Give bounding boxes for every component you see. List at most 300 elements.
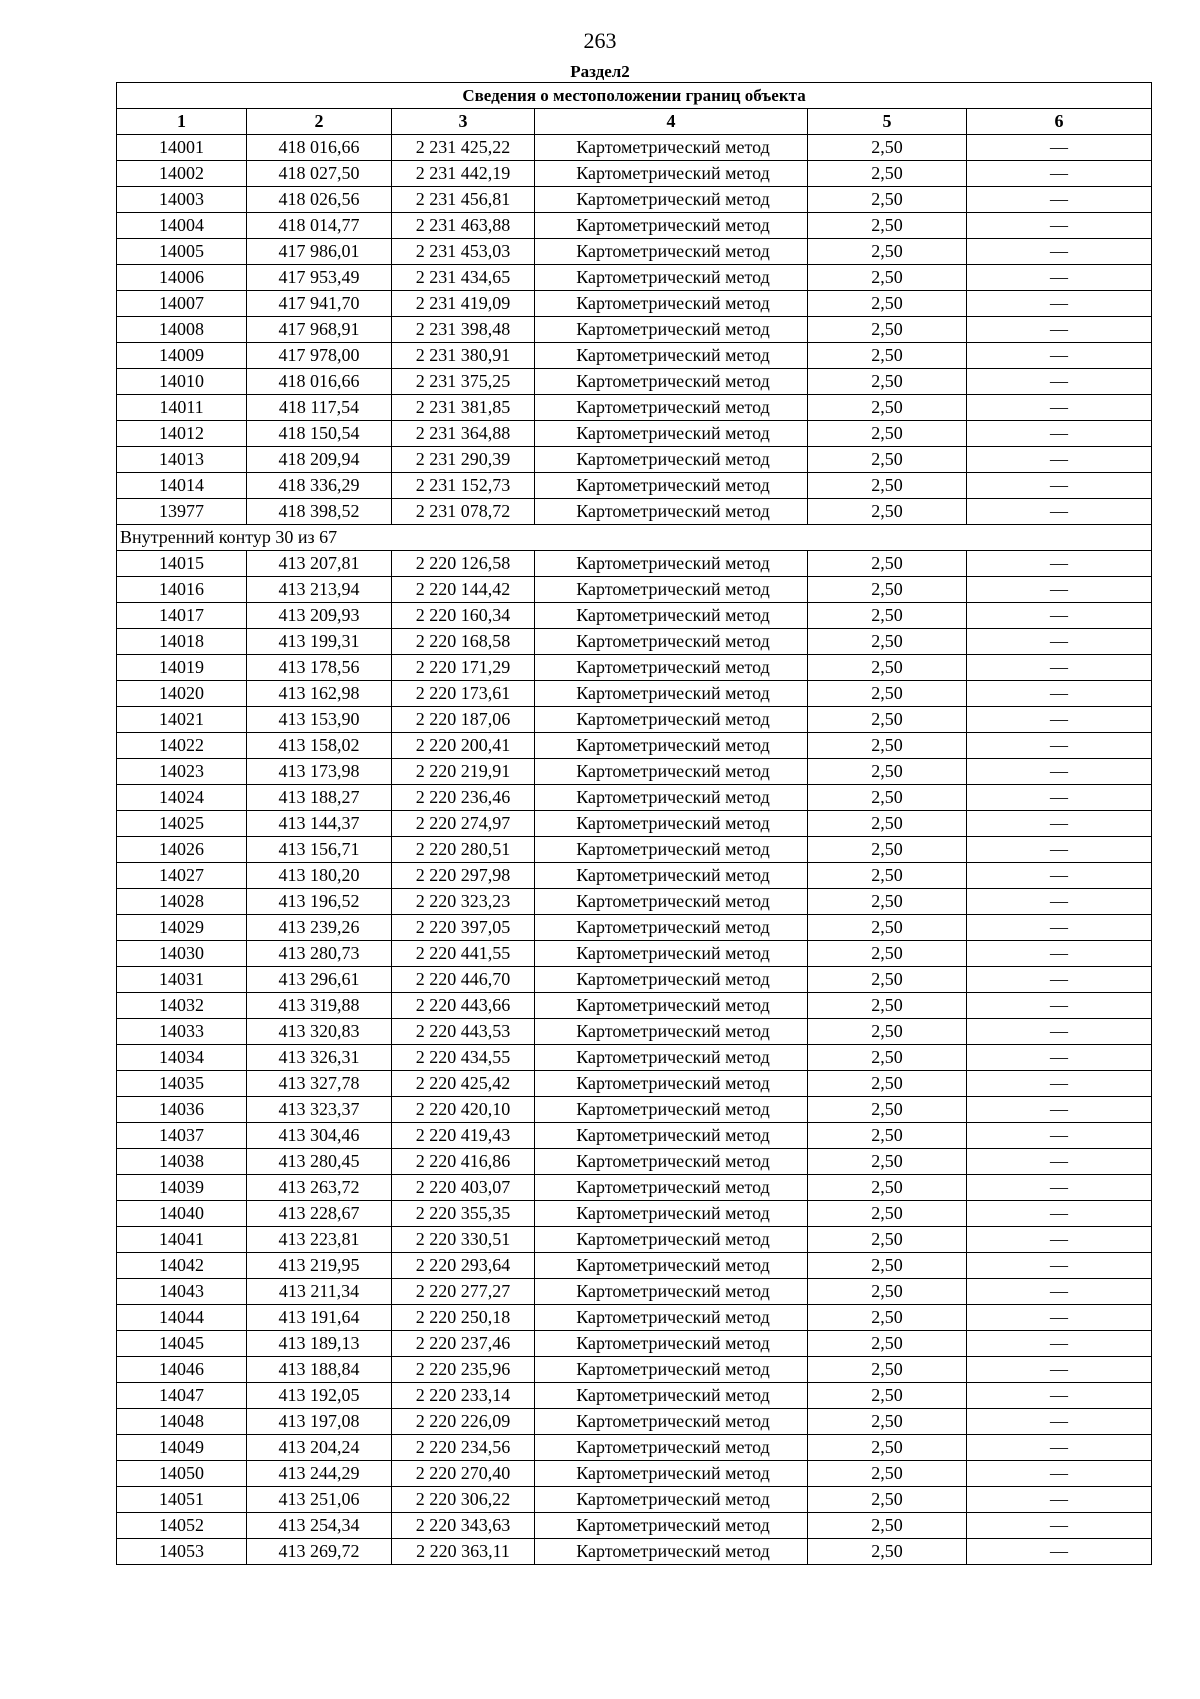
y-coordinate-cell: 2 220 226,09 bbox=[392, 1409, 535, 1435]
table-row bbox=[117, 421, 1152, 447]
point-number-cell: 14013 bbox=[117, 447, 247, 473]
description-cell: — bbox=[967, 967, 1152, 993]
method-cell: Картометрический метод bbox=[535, 395, 808, 421]
y-coordinate-cell: 2 220 236,46 bbox=[392, 785, 535, 811]
y-coordinate-cell: 2 220 297,98 bbox=[392, 863, 535, 889]
accuracy-cell: 2,50 bbox=[808, 759, 967, 785]
table-row bbox=[117, 1331, 1152, 1357]
description-cell: — bbox=[967, 837, 1152, 863]
method-cell: Картометрический метод bbox=[535, 1201, 808, 1227]
y-coordinate-cell: 2 220 403,07 bbox=[392, 1175, 535, 1201]
contour-subheader-row bbox=[117, 525, 1152, 551]
table-row bbox=[117, 1071, 1152, 1097]
description-cell: — bbox=[967, 317, 1152, 343]
x-coordinate-cell: 413 209,93 bbox=[247, 603, 392, 629]
method-cell: Картометрический метод bbox=[535, 1123, 808, 1149]
accuracy-cell: 2,50 bbox=[808, 551, 967, 577]
x-coordinate-cell: 413 191,64 bbox=[247, 1305, 392, 1331]
description-cell: — bbox=[967, 733, 1152, 759]
y-coordinate-cell: 2 220 126,58 bbox=[392, 551, 535, 577]
description-cell: — bbox=[967, 1461, 1152, 1487]
y-coordinate-cell: 2 220 355,35 bbox=[392, 1201, 535, 1227]
point-number-cell: 14026 bbox=[117, 837, 247, 863]
table-row bbox=[117, 1149, 1152, 1175]
column-number-row bbox=[117, 109, 1152, 135]
method-cell: Картометрический метод bbox=[535, 1149, 808, 1175]
y-coordinate-cell: 2 220 160,34 bbox=[392, 603, 535, 629]
accuracy-cell: 2,50 bbox=[808, 239, 967, 265]
method-cell: Картометрический метод bbox=[535, 343, 808, 369]
accuracy-cell: 2,50 bbox=[808, 837, 967, 863]
point-number-cell: 14007 bbox=[117, 291, 247, 317]
point-number-cell: 14006 bbox=[117, 265, 247, 291]
accuracy-cell: 2,50 bbox=[808, 863, 967, 889]
accuracy-cell: 2,50 bbox=[808, 915, 967, 941]
x-coordinate-cell: 413 296,61 bbox=[247, 967, 392, 993]
method-cell: Картометрический метод bbox=[535, 603, 808, 629]
point-number-cell: 14008 bbox=[117, 317, 247, 343]
point-number-cell: 14022 bbox=[117, 733, 247, 759]
table-row bbox=[117, 135, 1152, 161]
method-cell: Картометрический метод bbox=[535, 915, 808, 941]
page-number: 263 bbox=[583, 28, 617, 53]
y-coordinate-cell: 2 220 173,61 bbox=[392, 681, 535, 707]
y-coordinate-cell: 2 220 420,10 bbox=[392, 1097, 535, 1123]
y-coordinate-cell: 2 220 270,40 bbox=[392, 1461, 535, 1487]
point-number-cell: 14017 bbox=[117, 603, 247, 629]
x-coordinate-cell: 413 263,72 bbox=[247, 1175, 392, 1201]
accuracy-cell: 2,50 bbox=[808, 1019, 967, 1045]
point-number-cell: 14003 bbox=[117, 187, 247, 213]
accuracy-cell: 2,50 bbox=[808, 1383, 967, 1409]
method-cell: Картометрический метод bbox=[535, 1461, 808, 1487]
x-coordinate-cell: 418 117,54 bbox=[247, 395, 392, 421]
table-row bbox=[117, 759, 1152, 785]
description-cell: — bbox=[967, 1019, 1152, 1045]
x-coordinate-cell: 413 189,13 bbox=[247, 1331, 392, 1357]
accuracy-cell: 2,50 bbox=[808, 135, 967, 161]
point-number-cell: 14033 bbox=[117, 1019, 247, 1045]
description-cell: — bbox=[967, 1331, 1152, 1357]
method-cell: Картометрический метод bbox=[535, 499, 808, 525]
table-row bbox=[117, 941, 1152, 967]
table-row bbox=[117, 577, 1152, 603]
table-row bbox=[117, 1175, 1152, 1201]
y-coordinate-cell: 2 220 434,55 bbox=[392, 1045, 535, 1071]
point-number-cell: 14051 bbox=[117, 1487, 247, 1513]
accuracy-cell: 2,50 bbox=[808, 967, 967, 993]
x-coordinate-cell: 417 978,00 bbox=[247, 343, 392, 369]
table-row bbox=[117, 863, 1152, 889]
x-coordinate-cell: 418 336,29 bbox=[247, 473, 392, 499]
x-coordinate-cell: 418 027,50 bbox=[247, 161, 392, 187]
y-coordinate-cell: 2 220 168,58 bbox=[392, 629, 535, 655]
accuracy-cell: 2,50 bbox=[808, 655, 967, 681]
accuracy-cell: 2,50 bbox=[808, 1331, 967, 1357]
method-cell: Картометрический метод bbox=[535, 1305, 808, 1331]
accuracy-cell: 2,50 bbox=[808, 1097, 967, 1123]
x-coordinate-cell: 413 244,29 bbox=[247, 1461, 392, 1487]
description-cell: — bbox=[967, 343, 1152, 369]
accuracy-cell: 2,50 bbox=[808, 889, 967, 915]
table-row bbox=[117, 967, 1152, 993]
x-coordinate-cell: 413 156,71 bbox=[247, 837, 392, 863]
x-coordinate-cell: 413 228,67 bbox=[247, 1201, 392, 1227]
x-coordinate-cell: 417 953,49 bbox=[247, 265, 392, 291]
point-number-cell: 14018 bbox=[117, 629, 247, 655]
x-coordinate-cell: 413 188,84 bbox=[247, 1357, 392, 1383]
point-number-cell: 14024 bbox=[117, 785, 247, 811]
accuracy-cell: 2,50 bbox=[808, 577, 967, 603]
method-cell: Картометрический метод bbox=[535, 941, 808, 967]
accuracy-cell: 2,50 bbox=[808, 1409, 967, 1435]
table-row bbox=[117, 681, 1152, 707]
accuracy-cell: 2,50 bbox=[808, 993, 967, 1019]
accuracy-cell: 2,50 bbox=[808, 1461, 967, 1487]
x-coordinate-cell: 418 026,56 bbox=[247, 187, 392, 213]
x-coordinate-cell: 413 213,94 bbox=[247, 577, 392, 603]
table-row bbox=[117, 1305, 1152, 1331]
y-coordinate-cell: 2 220 425,42 bbox=[392, 1071, 535, 1097]
method-cell: Картометрический метод bbox=[535, 187, 808, 213]
point-number-cell: 14019 bbox=[117, 655, 247, 681]
method-cell: Картометрический метод bbox=[535, 967, 808, 993]
y-coordinate-cell: 2 220 144,42 bbox=[392, 577, 535, 603]
table-row bbox=[117, 187, 1152, 213]
x-coordinate-cell: 418 014,77 bbox=[247, 213, 392, 239]
method-cell: Картометрический метод bbox=[535, 1071, 808, 1097]
x-coordinate-cell: 413 144,37 bbox=[247, 811, 392, 837]
method-cell: Картометрический метод bbox=[535, 1097, 808, 1123]
x-coordinate-cell: 413 320,83 bbox=[247, 1019, 392, 1045]
table-row bbox=[117, 343, 1152, 369]
description-cell: — bbox=[967, 161, 1152, 187]
description-cell: — bbox=[967, 629, 1152, 655]
boundary-coordinates-table bbox=[116, 82, 1152, 1565]
description-cell: — bbox=[967, 681, 1152, 707]
y-coordinate-cell: 2 220 277,27 bbox=[392, 1279, 535, 1305]
accuracy-cell: 2,50 bbox=[808, 1149, 967, 1175]
point-number-cell: 14010 bbox=[117, 369, 247, 395]
x-coordinate-cell: 413 197,08 bbox=[247, 1409, 392, 1435]
accuracy-cell: 2,50 bbox=[808, 785, 967, 811]
accuracy-cell: 2,50 bbox=[808, 603, 967, 629]
method-cell: Картометрический метод bbox=[535, 265, 808, 291]
table-row bbox=[117, 1227, 1152, 1253]
y-coordinate-cell: 2 220 443,53 bbox=[392, 1019, 535, 1045]
point-number-cell: 13977 bbox=[117, 499, 247, 525]
x-coordinate-cell: 413 153,90 bbox=[247, 707, 392, 733]
x-coordinate-cell: 413 188,27 bbox=[247, 785, 392, 811]
table-row bbox=[117, 811, 1152, 837]
x-coordinate-cell: 413 204,24 bbox=[247, 1435, 392, 1461]
method-cell: Картометрический метод bbox=[535, 291, 808, 317]
accuracy-cell: 2,50 bbox=[808, 317, 967, 343]
accuracy-cell: 2,50 bbox=[808, 811, 967, 837]
description-cell: — bbox=[967, 1513, 1152, 1539]
description-cell: — bbox=[967, 941, 1152, 967]
method-cell: Картометрический метод bbox=[535, 1175, 808, 1201]
accuracy-cell: 2,50 bbox=[808, 213, 967, 239]
method-cell: Картометрический метод bbox=[535, 681, 808, 707]
method-cell: Картометрический метод bbox=[535, 993, 808, 1019]
y-coordinate-cell: 2 220 443,66 bbox=[392, 993, 535, 1019]
point-number-cell: 14027 bbox=[117, 863, 247, 889]
point-number-cell: 14032 bbox=[117, 993, 247, 1019]
y-coordinate-cell: 2 220 200,41 bbox=[392, 733, 535, 759]
point-number-cell: 14028 bbox=[117, 889, 247, 915]
description-cell: — bbox=[967, 291, 1152, 317]
point-number-cell: 14045 bbox=[117, 1331, 247, 1357]
x-coordinate-cell: 413 199,31 bbox=[247, 629, 392, 655]
point-number-cell: 14005 bbox=[117, 239, 247, 265]
method-cell: Картометрический метод bbox=[535, 837, 808, 863]
point-number-cell: 14050 bbox=[117, 1461, 247, 1487]
description-cell: — bbox=[967, 1487, 1152, 1513]
x-coordinate-cell: 413 196,52 bbox=[247, 889, 392, 915]
point-number-cell: 14039 bbox=[117, 1175, 247, 1201]
description-cell: — bbox=[967, 1305, 1152, 1331]
point-number-cell: 14048 bbox=[117, 1409, 247, 1435]
y-coordinate-cell: 2 220 441,55 bbox=[392, 941, 535, 967]
method-cell: Картометрический метод bbox=[535, 1357, 808, 1383]
column-number: 1 bbox=[117, 109, 247, 135]
x-coordinate-cell: 418 209,94 bbox=[247, 447, 392, 473]
y-coordinate-cell: 2 231 453,03 bbox=[392, 239, 535, 265]
point-number-cell: 14025 bbox=[117, 811, 247, 837]
x-coordinate-cell: 413 323,37 bbox=[247, 1097, 392, 1123]
accuracy-cell: 2,50 bbox=[808, 1045, 967, 1071]
point-number-cell: 14038 bbox=[117, 1149, 247, 1175]
point-number-cell: 14011 bbox=[117, 395, 247, 421]
point-number-cell: 14037 bbox=[117, 1123, 247, 1149]
method-cell: Картометрический метод bbox=[535, 629, 808, 655]
y-coordinate-cell: 2 220 363,11 bbox=[392, 1539, 535, 1565]
accuracy-cell: 2,50 bbox=[808, 265, 967, 291]
method-cell: Картометрический метод bbox=[535, 1513, 808, 1539]
accuracy-cell: 2,50 bbox=[808, 395, 967, 421]
y-coordinate-cell: 2 220 446,70 bbox=[392, 967, 535, 993]
x-coordinate-cell: 413 304,46 bbox=[247, 1123, 392, 1149]
method-cell: Картометрический метод bbox=[535, 1019, 808, 1045]
x-coordinate-cell: 413 319,88 bbox=[247, 993, 392, 1019]
description-cell: — bbox=[967, 1539, 1152, 1565]
y-coordinate-cell: 2 231 419,09 bbox=[392, 291, 535, 317]
method-cell: Картометрический метод bbox=[535, 161, 808, 187]
accuracy-cell: 2,50 bbox=[808, 707, 967, 733]
accuracy-cell: 2,50 bbox=[808, 1071, 967, 1097]
method-cell: Картометрический метод bbox=[535, 785, 808, 811]
description-cell: — bbox=[967, 785, 1152, 811]
table-body bbox=[117, 135, 1152, 1565]
point-number-cell: 14030 bbox=[117, 941, 247, 967]
y-coordinate-cell: 2 231 463,88 bbox=[392, 213, 535, 239]
accuracy-cell: 2,50 bbox=[808, 1201, 967, 1227]
description-cell: — bbox=[967, 213, 1152, 239]
description-cell: — bbox=[967, 1201, 1152, 1227]
x-coordinate-cell: 413 192,05 bbox=[247, 1383, 392, 1409]
method-cell: Картометрический метод bbox=[535, 317, 808, 343]
y-coordinate-cell: 2 220 219,91 bbox=[392, 759, 535, 785]
description-cell: — bbox=[967, 1175, 1152, 1201]
y-coordinate-cell: 2 220 293,64 bbox=[392, 1253, 535, 1279]
description-cell: — bbox=[967, 1149, 1152, 1175]
method-cell: Картометрический метод bbox=[535, 1383, 808, 1409]
description-cell: — bbox=[967, 1045, 1152, 1071]
description-cell: — bbox=[967, 1279, 1152, 1305]
point-number-cell: 14021 bbox=[117, 707, 247, 733]
table-row bbox=[117, 1409, 1152, 1435]
description-cell: — bbox=[967, 811, 1152, 837]
y-coordinate-cell: 2 231 380,91 bbox=[392, 343, 535, 369]
accuracy-cell: 2,50 bbox=[808, 1513, 967, 1539]
description-cell: — bbox=[967, 1253, 1152, 1279]
accuracy-cell: 2,50 bbox=[808, 1539, 967, 1565]
table-row bbox=[117, 603, 1152, 629]
accuracy-cell: 2,50 bbox=[808, 1305, 967, 1331]
method-cell: Картометрический метод bbox=[535, 707, 808, 733]
table-row bbox=[117, 733, 1152, 759]
method-cell: Картометрический метод bbox=[535, 863, 808, 889]
table-row bbox=[117, 1513, 1152, 1539]
point-number-cell: 14034 bbox=[117, 1045, 247, 1071]
description-cell: — bbox=[967, 1409, 1152, 1435]
accuracy-cell: 2,50 bbox=[808, 291, 967, 317]
table-row bbox=[117, 1097, 1152, 1123]
method-cell: Картометрический метод bbox=[535, 1253, 808, 1279]
y-coordinate-cell: 2 231 375,25 bbox=[392, 369, 535, 395]
accuracy-cell: 2,50 bbox=[808, 1435, 967, 1461]
accuracy-cell: 2,50 bbox=[808, 161, 967, 187]
table-row bbox=[117, 1435, 1152, 1461]
method-cell: Картометрический метод bbox=[535, 213, 808, 239]
table-row bbox=[117, 161, 1152, 187]
description-cell: — bbox=[967, 1357, 1152, 1383]
accuracy-cell: 2,50 bbox=[808, 343, 967, 369]
description-cell: — bbox=[967, 187, 1152, 213]
table-row bbox=[117, 1487, 1152, 1513]
description-cell: — bbox=[967, 1123, 1152, 1149]
x-coordinate-cell: 413 326,31 bbox=[247, 1045, 392, 1071]
description-cell: — bbox=[967, 239, 1152, 265]
y-coordinate-cell: 2 231 456,81 bbox=[392, 187, 535, 213]
x-coordinate-cell: 413 254,34 bbox=[247, 1513, 392, 1539]
x-coordinate-cell: 413 269,72 bbox=[247, 1539, 392, 1565]
point-number-cell: 14036 bbox=[117, 1097, 247, 1123]
point-number-cell: 14016 bbox=[117, 577, 247, 603]
accuracy-cell: 2,50 bbox=[808, 421, 967, 447]
description-cell: — bbox=[967, 447, 1152, 473]
column-number: 2 bbox=[247, 109, 392, 135]
x-coordinate-cell: 413 280,45 bbox=[247, 1149, 392, 1175]
method-cell: Картометрический метод bbox=[535, 1227, 808, 1253]
point-number-cell: 14042 bbox=[117, 1253, 247, 1279]
y-coordinate-cell: 2 220 416,86 bbox=[392, 1149, 535, 1175]
point-number-cell: 14001 bbox=[117, 135, 247, 161]
table-row bbox=[117, 291, 1152, 317]
x-coordinate-cell: 418 016,66 bbox=[247, 135, 392, 161]
point-number-cell: 14014 bbox=[117, 473, 247, 499]
point-number-cell: 14049 bbox=[117, 1435, 247, 1461]
point-number-cell: 14046 bbox=[117, 1357, 247, 1383]
point-number-cell: 14053 bbox=[117, 1539, 247, 1565]
point-number-cell: 14047 bbox=[117, 1383, 247, 1409]
accuracy-cell: 2,50 bbox=[808, 941, 967, 967]
table-row bbox=[117, 1253, 1152, 1279]
table-row bbox=[117, 551, 1152, 577]
description-cell: — bbox=[967, 473, 1152, 499]
x-coordinate-cell: 417 968,91 bbox=[247, 317, 392, 343]
table-row bbox=[117, 1539, 1152, 1565]
x-coordinate-cell: 417 986,01 bbox=[247, 239, 392, 265]
method-cell: Картометрический метод bbox=[535, 1435, 808, 1461]
contour-subheader: Внутренний контур 30 из 67 bbox=[117, 525, 1152, 551]
y-coordinate-cell: 2 231 425,22 bbox=[392, 135, 535, 161]
method-cell: Картометрический метод bbox=[535, 1409, 808, 1435]
point-number-cell: 14029 bbox=[117, 915, 247, 941]
x-coordinate-cell: 418 398,52 bbox=[247, 499, 392, 525]
point-number-cell: 14023 bbox=[117, 759, 247, 785]
method-cell: Картометрический метод bbox=[535, 811, 808, 837]
description-cell: — bbox=[967, 1227, 1152, 1253]
method-cell: Картометрический метод bbox=[535, 1487, 808, 1513]
method-cell: Картометрический метод bbox=[535, 759, 808, 785]
point-number-cell: 14020 bbox=[117, 681, 247, 707]
y-coordinate-cell: 2 231 078,72 bbox=[392, 499, 535, 525]
y-coordinate-cell: 2 220 419,43 bbox=[392, 1123, 535, 1149]
accuracy-cell: 2,50 bbox=[808, 1357, 967, 1383]
column-number: 6 bbox=[967, 109, 1152, 135]
x-coordinate-cell: 413 211,34 bbox=[247, 1279, 392, 1305]
x-coordinate-cell: 413 178,56 bbox=[247, 655, 392, 681]
accuracy-cell: 2,50 bbox=[808, 1123, 967, 1149]
accuracy-cell: 2,50 bbox=[808, 369, 967, 395]
method-cell: Картометрический метод bbox=[535, 421, 808, 447]
table-row bbox=[117, 317, 1152, 343]
method-cell: Картометрический метод bbox=[535, 239, 808, 265]
x-coordinate-cell: 413 173,98 bbox=[247, 759, 392, 785]
table-row bbox=[117, 889, 1152, 915]
description-cell: — bbox=[967, 135, 1152, 161]
table-row bbox=[117, 499, 1152, 525]
description-cell: — bbox=[967, 1435, 1152, 1461]
y-coordinate-cell: 2 220 250,18 bbox=[392, 1305, 535, 1331]
description-cell: — bbox=[967, 863, 1152, 889]
method-cell: Картометрический метод bbox=[535, 655, 808, 681]
accuracy-cell: 2,50 bbox=[808, 681, 967, 707]
y-coordinate-cell: 2 220 171,29 bbox=[392, 655, 535, 681]
table-row bbox=[117, 369, 1152, 395]
y-coordinate-cell: 2 220 274,97 bbox=[392, 811, 535, 837]
y-coordinate-cell: 2 231 152,73 bbox=[392, 473, 535, 499]
method-cell: Картометрический метод bbox=[535, 135, 808, 161]
accuracy-cell: 2,50 bbox=[808, 733, 967, 759]
x-coordinate-cell: 413 251,06 bbox=[247, 1487, 392, 1513]
table-row bbox=[117, 395, 1152, 421]
y-coordinate-cell: 2 220 234,56 bbox=[392, 1435, 535, 1461]
x-coordinate-cell: 413 207,81 bbox=[247, 551, 392, 577]
point-number-cell: 14035 bbox=[117, 1071, 247, 1097]
column-number: 5 bbox=[808, 109, 967, 135]
table-row bbox=[117, 473, 1152, 499]
y-coordinate-cell: 2 231 398,48 bbox=[392, 317, 535, 343]
table-row bbox=[117, 1201, 1152, 1227]
x-coordinate-cell: 413 158,02 bbox=[247, 733, 392, 759]
y-coordinate-cell: 2 231 434,65 bbox=[392, 265, 535, 291]
method-cell: Картометрический метод bbox=[535, 473, 808, 499]
y-coordinate-cell: 2 220 306,22 bbox=[392, 1487, 535, 1513]
section-title: Раздел2 bbox=[570, 62, 630, 81]
